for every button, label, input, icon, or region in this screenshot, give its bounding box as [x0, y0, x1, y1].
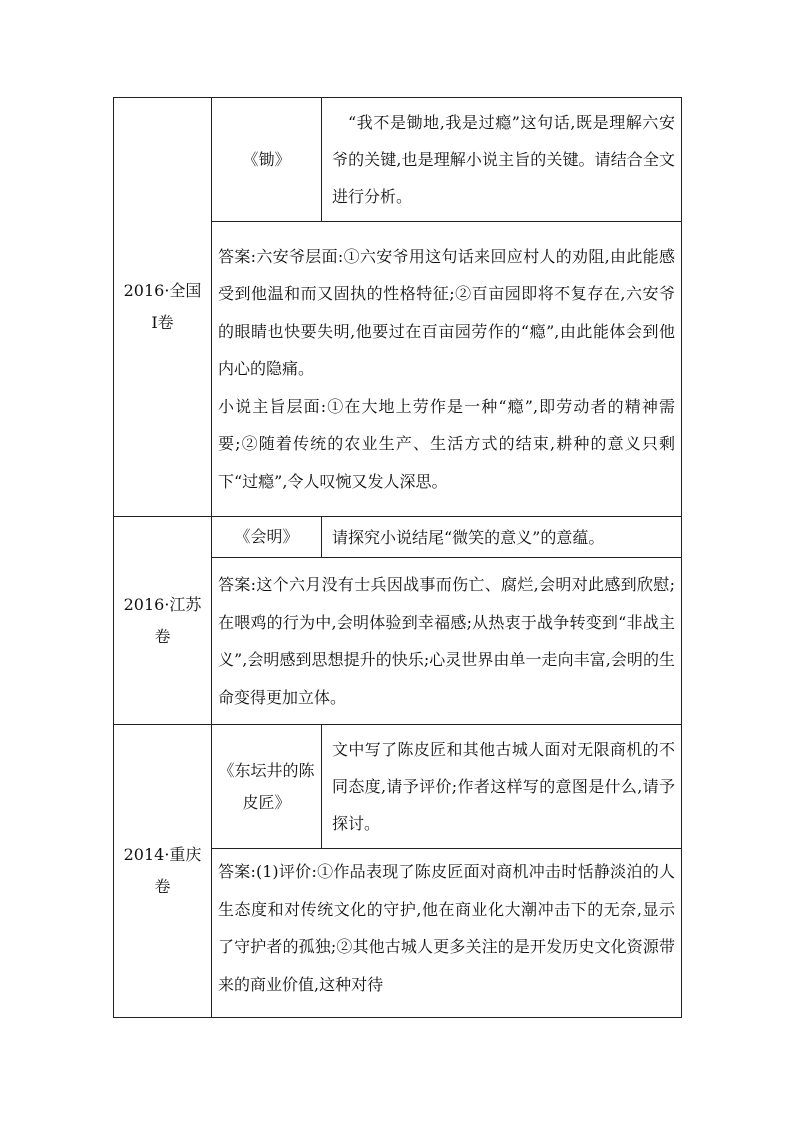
- answer-cell: [212, 558, 682, 725]
- answer-cell: [212, 849, 682, 1018]
- question-text: 文中写了陈皮匠和其他古城人面对无限商机的不同态度,请予评价;作者这样写的意图是什么,请予探讨。: [332, 740, 675, 833]
- exam-table: [113, 97, 682, 1018]
- year-cell: [114, 725, 212, 1018]
- answer-paragraph: 小说主旨层面:①在大地上劳作是一种“瘾”,即劳动者的精神需要;②随着传统的农业生产、生活方式的结束,耕种的意义只剩下“过瘾”,令人叹惋又发人深思。: [218, 396, 675, 491]
- work-title: 《会明》: [234, 527, 299, 546]
- year-label: 2016·江苏卷: [123, 594, 202, 646]
- question-text: 请探究小说结尾“微笑的意义”的意蕴。: [332, 527, 605, 547]
- answer-paragraph: 答案:六安爷层面:①六安爷用这句话来回应村人的劝阻,由此能感受到他温和而又固执的性格特征;②百亩园即将不复存在,六安爷的眼睛也快要失明,他要过在百亩园劳作的“瘾”,由此能体会到他内心的隐痛。: [218, 246, 675, 379]
- question-cell: [322, 517, 682, 558]
- year-label: 2014·重庆卷: [123, 845, 202, 896]
- answer-cell: [212, 222, 682, 517]
- year-cell: [114, 517, 212, 725]
- title-cell: [212, 517, 322, 558]
- answer-paragraph: 答案:这个六月没有士兵因战事而伤亡、腐烂,会明对此感到欣慰;在喂鸡的行为中,会明体验到幸福感;从热衷于战争转变到“非战主义”,会明感到思想提升的快乐;心灵世界由单一走向丰富,会明的生命变得更加立体。: [218, 575, 675, 707]
- question-cell: [322, 725, 682, 849]
- table-row: [114, 98, 682, 222]
- title-cell: [212, 98, 322, 222]
- year-label: 2016·全国Ⅰ卷: [123, 281, 202, 332]
- table-row: [114, 517, 682, 558]
- question-cell: [322, 98, 682, 222]
- question-text: “我不是锄地,我是过瘾”这句话,既是理解六安爷的关键,也是理解小说主旨的关键。请结合全文进行分析。: [332, 113, 675, 206]
- title-cell: [212, 725, 322, 849]
- work-title: 《东坛井的陈皮匠》: [218, 760, 315, 812]
- answer-paragraph: 答案:(1)评价:①作品表现了陈皮匠面对商机冲击时恬静淡泊的人生态度和对传统文化的守护,他在商业化大潮冲击下的无奈,显示了守护者的孤独;②其他古城人更多关注的是开发历史文化资源带来的商业价值,这种对待: [218, 862, 675, 994]
- year-cell: [114, 98, 212, 517]
- table-row: [114, 725, 682, 849]
- work-title: 《锄》: [242, 149, 291, 169]
